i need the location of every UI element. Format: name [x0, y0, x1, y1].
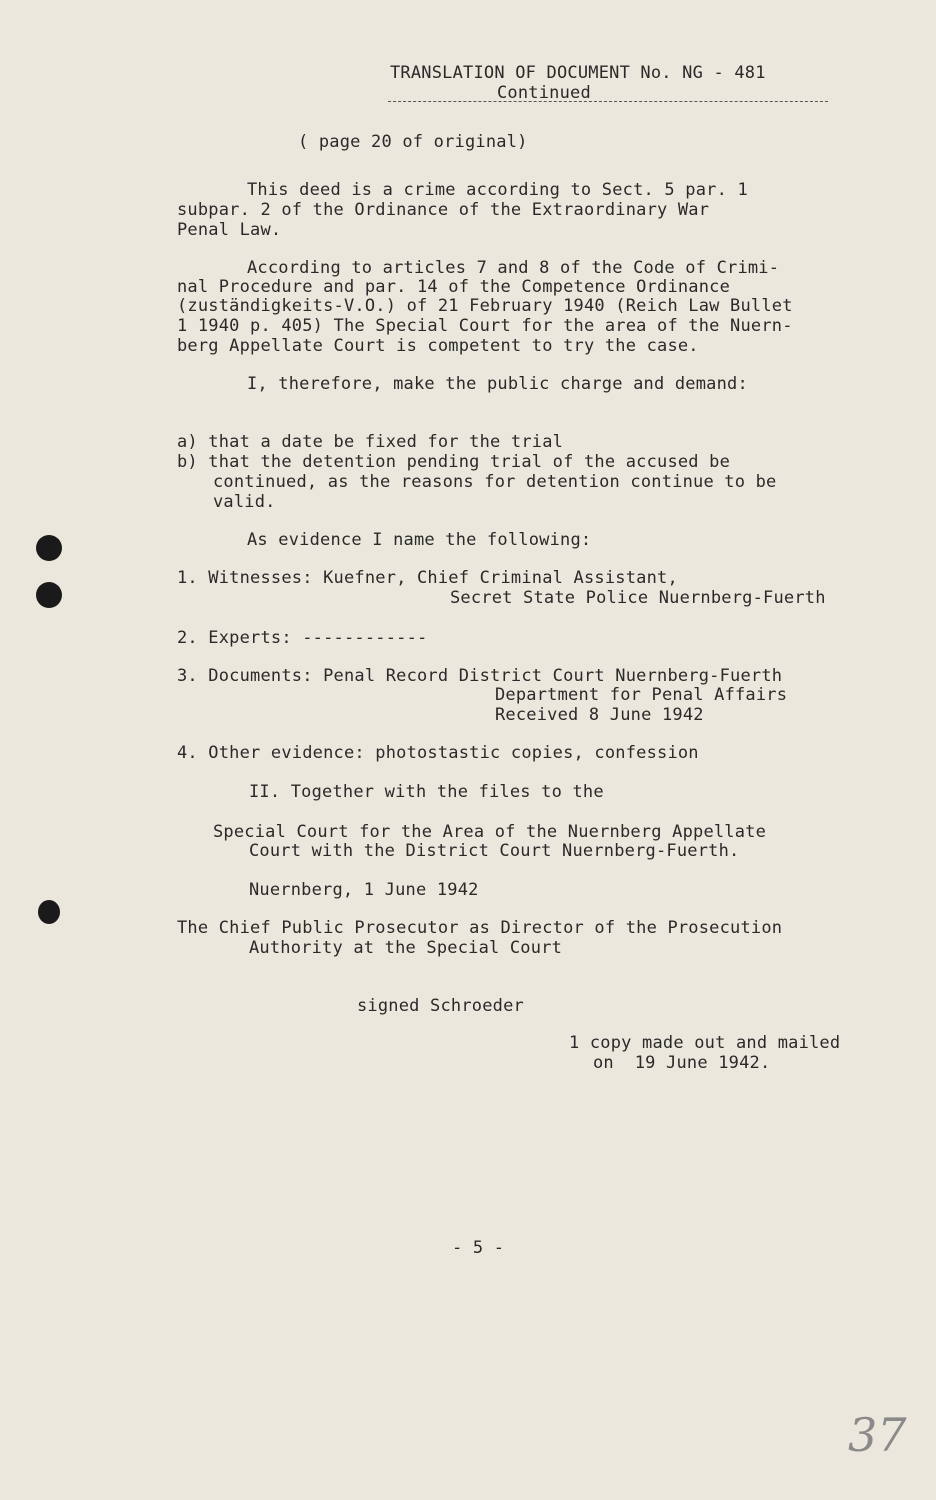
- transfer-line-3: Court with the District Court Nuernberg-Fuerth.: [249, 841, 740, 861]
- evidence-documents-line-1: 3. Documents: Penal Record District Court Nuernberg-Fuerth: [177, 666, 783, 686]
- paragraph-1-line-3: Penal Law.: [177, 220, 282, 240]
- punch-hole-bottom: [38, 900, 60, 924]
- signature: signed Schroeder: [357, 996, 524, 1016]
- place-date: Nuernberg, 1 June 1942: [249, 880, 479, 900]
- evidence-documents-line-2: Department for Penal Affairs: [495, 685, 788, 705]
- evidence-witnesses-line-2: Secret State Police Nuernberg-Fuerth: [450, 588, 826, 608]
- evidence-other: 4. Other evidence: photostastic copies, confession: [177, 743, 699, 763]
- handwritten-page-number: 37: [848, 1408, 907, 1462]
- paragraph-2-line-1: According to articles 7 and 8 of the Code of Crimi-: [247, 258, 780, 278]
- paragraph-2-line-5: berg Appellate Court is competent to try the case.: [177, 336, 699, 356]
- paragraph-2-line-4: 1 1940 p. 405) The Special Court for the area of the Nuern-: [177, 316, 793, 336]
- evidence-intro: As evidence I name the following:: [247, 530, 592, 550]
- punch-hole-top: [36, 535, 62, 561]
- demand-b-line-1: b) that the detention pending trial of the accused be: [177, 452, 731, 472]
- copy-note-line-1: 1 copy made out and mailed: [569, 1033, 841, 1053]
- authority-line-2: Authority at the Special Court: [249, 938, 563, 958]
- paragraph-1-line-2: subpar. 2 of the Ordinance of the Extraordinary War: [177, 200, 710, 220]
- authority-line-1: The Chief Public Prosecutor as Director of the Prosecution: [177, 918, 783, 938]
- page-number: - 5 -: [452, 1238, 505, 1258]
- evidence-documents-line-3: Received 8 June 1942: [495, 705, 704, 725]
- paragraph-2-line-2: nal Procedure and par. 14 of the Competence Ordinance: [177, 277, 731, 297]
- header-divider: [388, 101, 828, 102]
- copy-note-line-2: on 19 June 1942.: [593, 1053, 771, 1073]
- punch-hole-middle: [36, 582, 62, 608]
- document-title: TRANSLATION OF DOCUMENT No. NG - 481: [390, 63, 766, 83]
- demand-b-line-2: continued, as the reasons for detention continue to be: [213, 472, 777, 492]
- demand-b-line-3: valid.: [213, 492, 276, 512]
- evidence-witnesses-line-1: 1. Witnesses: Kuefner, Chief Criminal Assistant,: [177, 568, 678, 588]
- paragraph-2-line-3: (zuständigkeits-V.O.) of 21 February 1940 (Reich Law Bullet: [177, 296, 793, 316]
- page-reference: ( page 20 of original): [298, 132, 528, 152]
- paragraph-3: I, therefore, make the public charge and demand:: [247, 374, 748, 394]
- document-subtitle: Continued: [497, 83, 591, 103]
- transfer-line-2: Special Court for the Area of the Nuernberg Appellate: [213, 822, 767, 842]
- demand-a: a) that a date be fixed for the trial: [177, 432, 564, 452]
- transfer-line-1: II. Together with the files to the: [249, 782, 604, 802]
- evidence-experts: 2. Experts: ------------: [177, 628, 428, 648]
- paragraph-1-line-1: This deed is a crime according to Sect. 5 par. 1: [247, 180, 748, 200]
